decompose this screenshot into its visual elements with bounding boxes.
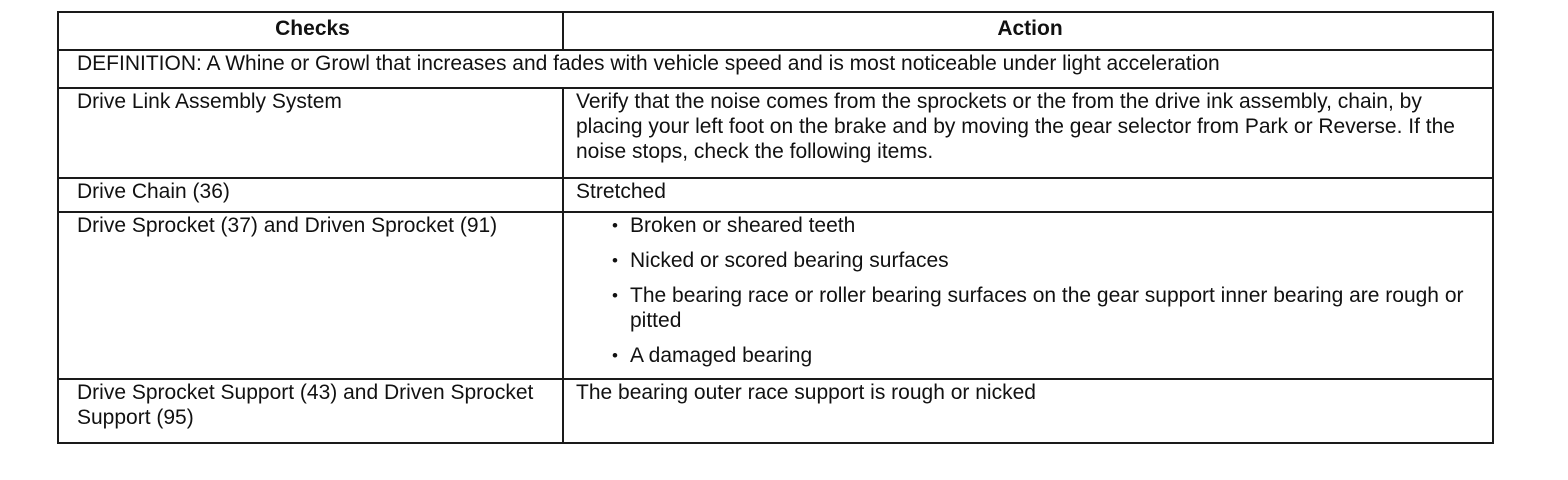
bullet-icon: • <box>612 286 618 305</box>
list-item <box>612 283 1478 333</box>
header-row <box>58 12 1493 50</box>
check-cell: Drive Link Assembly System <box>58 88 563 178</box>
list-item-text: A damaged bearing <box>630 344 813 367</box>
definition-text: DEFINITION: A Whine or Growl that increases and fades with vehicle speed and is most noticeable under light acceleration <box>58 50 1493 88</box>
bullet-icon: • <box>612 251 618 270</box>
list-item-text: The bearing race or roller bearing surfaces on the gear support inner bearing are rough or pitted <box>630 284 1464 332</box>
table-row <box>58 212 1493 379</box>
list-item-text: Broken or sheared teeth <box>630 214 856 237</box>
check-cell: Drive Chain (36) <box>58 178 563 212</box>
action-cell: Stretched <box>563 178 1493 212</box>
check-cell: Drive Sprocket (37) and Driven Sprocket (91) <box>58 212 563 379</box>
diagnostic-table <box>57 11 1494 444</box>
table-row <box>58 88 1493 178</box>
list-item <box>612 248 1478 273</box>
action-cell: Verify that the noise comes from the sprockets or the from the drive ink assembly, chain, by placing your left foot on the brake and by moving the gear selector from Park or Reverse. If the noise stops, check the following items. <box>563 88 1493 178</box>
checks-header: Checks <box>58 12 563 50</box>
table-row <box>58 379 1493 443</box>
bullet-list <box>582 213 1478 368</box>
table-row <box>58 178 1493 212</box>
list-item-text: Nicked or scored bearing surfaces <box>630 249 949 272</box>
action-cell: The bearing outer race support is rough or nicked <box>563 379 1493 443</box>
bullet-icon: • <box>612 216 618 235</box>
check-cell: Drive Sprocket Support (43) and Driven Sprocket Support (95) <box>58 379 563 443</box>
action-cell <box>563 212 1493 379</box>
definition-row <box>58 50 1493 88</box>
list-item <box>612 213 1478 238</box>
list-item <box>612 343 1478 368</box>
bullet-icon: • <box>612 346 618 365</box>
action-header: Action <box>563 12 1493 50</box>
